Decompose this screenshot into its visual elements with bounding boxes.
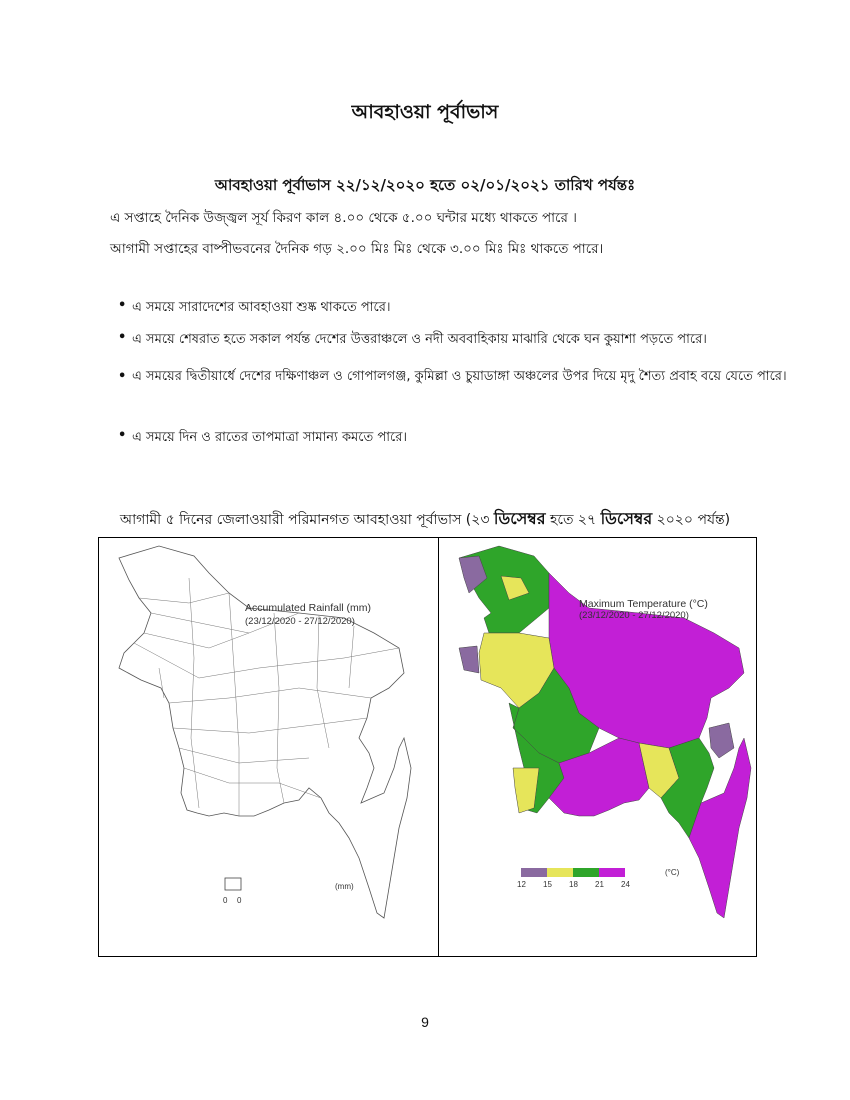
bullet-item: • এ সময়ে শেষরাত হতে সকাল পর্যন্ত দেশের উত্তরাঞ্চলে ও নদী অববাহিকায় মাঝারি থেকে ঘন কুয়াশা পড়তে পারে। (118, 330, 798, 368)
temperature-unit: (°C) (665, 868, 680, 877)
rainfall-map-cell (99, 538, 439, 956)
caption-text: ২০২০ পর্যন্ত) (652, 512, 731, 528)
page-title: আবহাওয়া পূর্বাভাস (351, 101, 499, 123)
rainfall-legend-value: 0 (237, 896, 242, 905)
temp-zone-purple-hill (709, 723, 734, 758)
maps-table (98, 537, 757, 957)
temperature-legend-swatch (599, 868, 625, 877)
temperature-map-dates: (23/12/2020 - 27/12/2020) (579, 610, 689, 621)
rainfall-map-title: Accumulated Rainfall (mm) (245, 602, 372, 614)
temperature-map-cell (439, 538, 756, 956)
bullet-item: • এ সময়ে সারাদেশের আবহাওয়া শুষ্ক থাকতে পারে। (118, 298, 798, 330)
temperature-map-title: Maximum Temperature (°C) (579, 598, 708, 610)
forecast-subtitle: আবহাওয়া পূর্বাভাস ২২/১২/২০২০ হতে ০২/০১/২০২১ তারিখ পর্যন্তঃ (214, 176, 636, 194)
page-number: 9 (421, 1014, 429, 1030)
sunshine-line: এ সপ্তাহে দৈনিক উজ্জ্বল সূর্য কিরণ কাল ৪.০০ থেকে ৫.০০ ঘন্টার মধ্যে থাকতে পারে । (110, 210, 577, 226)
rainfall-unit: (mm) (335, 882, 354, 891)
caption-month: ডিসেম্বর (600, 509, 653, 528)
bullet-item: • এ সময়ে দিন ও রাতের তাপমাত্রা সামান্য কমতে পারে। (118, 428, 798, 458)
bullet-item: • এ সময়ের দ্বিতীয়ার্ধে দেশের দক্ষিণাঞ্চল ও গোপালগঞ্জ, কুমিল্লা ও চুয়াডাঙ্গা অঞ্চলের উপর দিয়ে মৃদু শৈত্য প্রবাহ বয়ে যেতে পারে। (118, 362, 798, 428)
temperature-legend-tick: 15 (543, 880, 552, 889)
maps-caption (0, 506, 850, 533)
caption-month: ডিসেম্বর (493, 509, 546, 528)
rainfall-map-image (99, 538, 437, 956)
temperature-legend-tick: 21 (595, 880, 604, 889)
rainfall-map-dates: (23/12/2020 - 27/12/2020) (245, 616, 355, 627)
caption-text: হতে ২৭ (545, 512, 601, 528)
rainfall-legend-value: 0 (223, 896, 228, 905)
temperature-legend-swatch (521, 868, 547, 877)
evaporation-line: আগামী সপ্তাহের বাষ্পীভবনের দৈনিক গড় ২.০০ মিঃ মিঃ থেকে ৩.০০ মিঃ মিঃ থাকতে পারে। (110, 241, 604, 257)
temp-zone-purple-west (459, 646, 479, 673)
temperature-legend-swatch (547, 868, 573, 877)
temperature-legend-tick: 12 (517, 880, 526, 889)
temperature-legend-tick: 18 (569, 880, 578, 889)
caption-text: আগামী ৫ দিনের জেলাওয়ারী পরিমানগত আবহাওয়া পূর্বাভাস (২৩ (119, 512, 494, 528)
forecast-bullets (118, 298, 798, 458)
temperature-legend-tick: 24 (621, 880, 630, 889)
temperature-legend-swatch (573, 868, 599, 877)
